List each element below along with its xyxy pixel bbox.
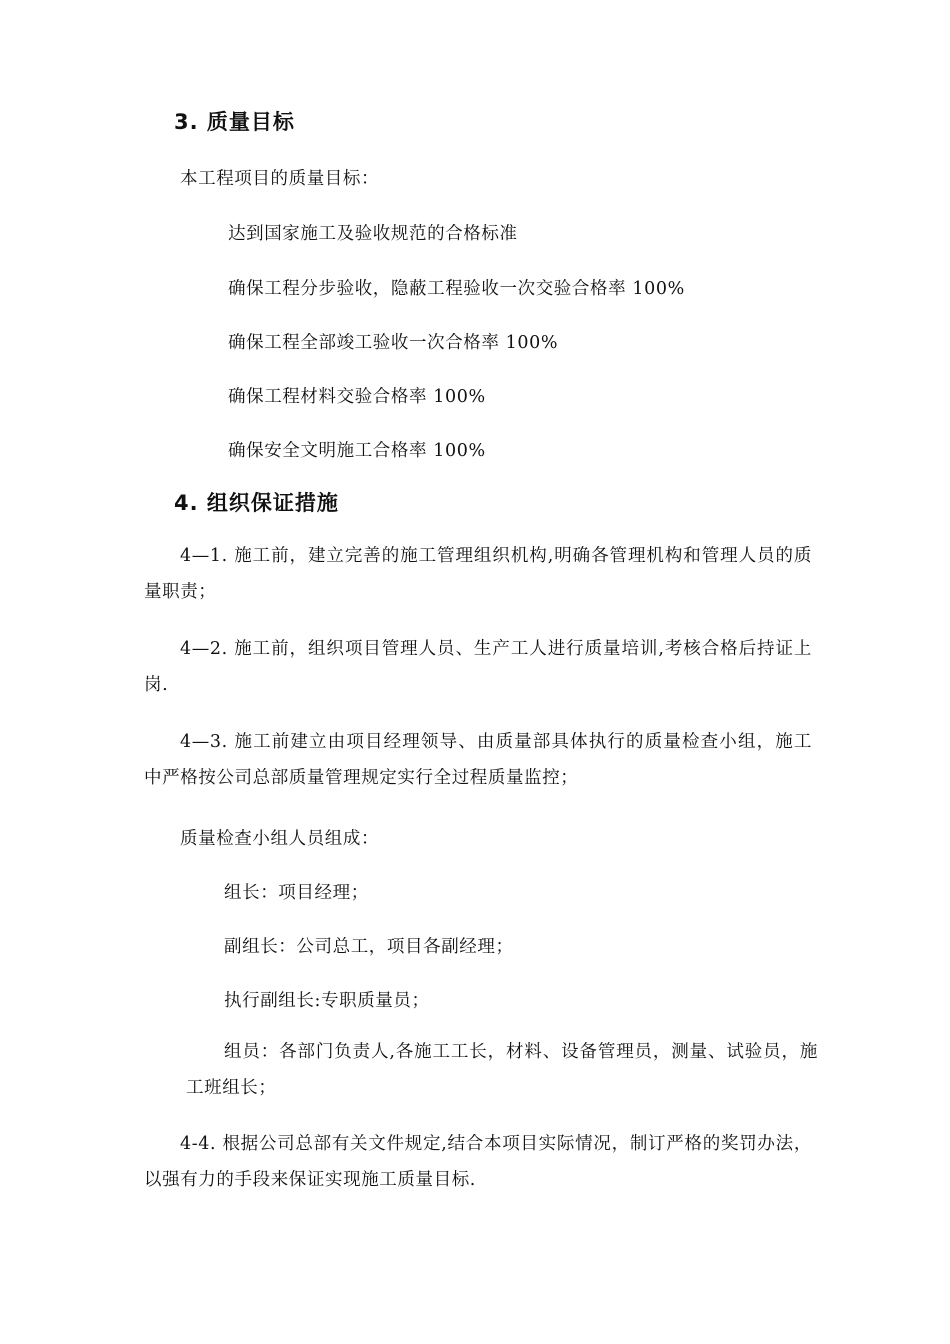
section-3-heading: 3. 质量目标 — [174, 110, 295, 134]
quality-goal-item: 达到国家施工及验收规范的合格标准 — [228, 224, 518, 244]
measure-paragraph-4-1: 4—1. 施工前，建立完善的施工管理组织机构,明确各管理机构和管理人员的质量职责； — [144, 546, 812, 602]
team-composition-intro: 质量检查小组人员组成： — [180, 829, 380, 849]
quality-goal-item: 确保工程全部竣工验收一次合格率 100% — [228, 333, 559, 353]
quality-goal-item: 确保工程材料交验合格率 100% — [228, 387, 486, 407]
measure-paragraph-4-2: 4—2. 施工前，组织项目管理人员、生产工人进行质量培训,考核合格后持证上岗. — [144, 639, 812, 695]
measure-paragraph-4-3: 4—3. 施工前建立由项目经理领导、由质量部具体执行的质量检查小组，施工中严格按公司总部质量管理规定实行全过程质量监控； — [144, 732, 812, 788]
team-member-line: 执行副组长:专职质量员； — [224, 991, 430, 1011]
team-member-line: 组长：项目经理； — [224, 883, 369, 903]
section-4-heading: 4. 组织保证措施 — [174, 491, 339, 515]
team-member-line: 组员：各部门负责人,各施工工长，材料、设备管理员，测量、试验员，施工班组长； — [186, 1042, 818, 1098]
quality-goal-item: 确保工程分步验收，隐蔽工程验收一次交验合格率 100% — [228, 279, 685, 299]
quality-goal-item: 确保安全文明施工合格率 100% — [228, 441, 486, 461]
team-member-line: 副组长：公司总工，项目各副经理； — [224, 937, 514, 957]
measure-paragraph-4-4: 4-4. 根据公司总部有关文件规定,结合本项目实际情况，制订严格的奖罚办法，以强有力的手段来保证实现施工质量目标. — [144, 1134, 812, 1190]
quality-goals-intro: 本工程项目的质量目标： — [180, 169, 380, 189]
